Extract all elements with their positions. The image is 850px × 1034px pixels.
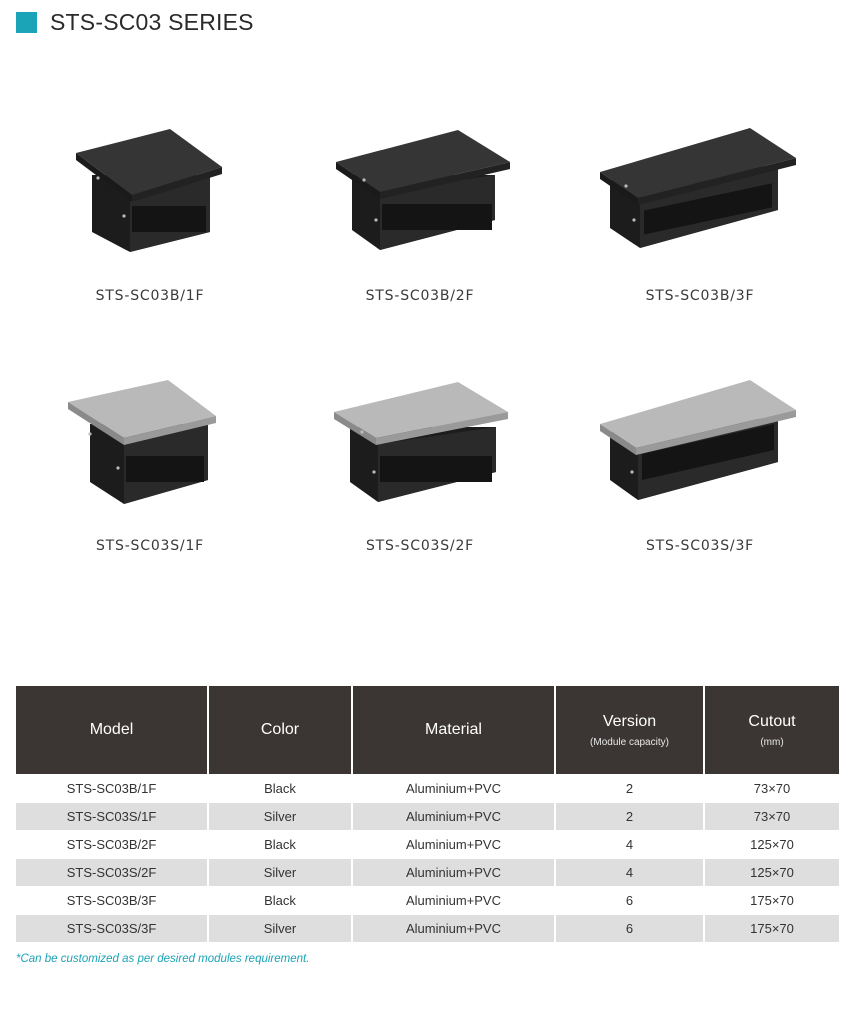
cell-version: 6 — [555, 915, 704, 943]
cell-color: Black — [208, 831, 352, 859]
cell-cutout: 73×70 — [704, 775, 839, 803]
product-card — [590, 372, 810, 562]
cell-material: Aluminium+PVC — [352, 887, 555, 915]
product-card — [590, 120, 810, 310]
product-card — [40, 120, 260, 310]
cell-material: Aluminium+PVC — [352, 831, 555, 859]
cell-material: Aluminium+PVC — [352, 915, 555, 943]
cell-cutout: 73×70 — [704, 803, 839, 831]
cell-version: 4 — [555, 831, 704, 859]
table-row — [16, 859, 839, 887]
cell-model: STS-SC03B/1F — [16, 775, 208, 803]
product-label: STS-SC03S/1F — [95, 538, 205, 554]
cell-color: Silver — [208, 915, 352, 943]
header-label: Material — [425, 721, 482, 738]
product-image-3f-silver — [590, 372, 810, 512]
product-image-2f-black — [310, 120, 530, 260]
table-row — [16, 775, 839, 803]
product-card — [310, 120, 530, 310]
header-label: Version — [602, 712, 657, 730]
column-header-cutout — [704, 686, 839, 775]
table-row — [16, 803, 839, 831]
header-label: Color — [260, 721, 300, 738]
cell-color: Black — [208, 887, 352, 915]
column-header-color — [208, 686, 352, 775]
page-header — [16, 9, 254, 35]
page-title: STS-SC03 SERIES — [50, 8, 254, 35]
table-row — [16, 831, 839, 859]
cell-cutout: 125×70 — [704, 859, 839, 887]
cell-version: 2 — [555, 775, 704, 803]
cell-cutout: 175×70 — [704, 915, 839, 943]
cell-version: 6 — [555, 887, 704, 915]
column-header-version — [555, 686, 704, 775]
column-header-material — [352, 686, 555, 775]
cell-color: Silver — [208, 859, 352, 887]
product-image-2f-silver — [310, 372, 530, 512]
accent-square-icon — [16, 12, 37, 33]
product-image-1f-black — [40, 120, 260, 260]
customization-note: *Can be customized as per desired modules requirement. — [16, 953, 310, 965]
cell-version: 4 — [555, 859, 704, 887]
column-header-model — [16, 686, 208, 775]
product-label: STS-SC03B/2F — [365, 288, 475, 304]
product-card — [40, 372, 260, 562]
cell-color: Silver — [208, 803, 352, 831]
cell-version: 2 — [555, 803, 704, 831]
header-label: Model — [89, 721, 134, 738]
product-card — [310, 372, 530, 562]
product-image-1f-silver — [40, 372, 260, 512]
product-label: STS-SC03S/2F — [365, 538, 475, 554]
cell-material: Aluminium+PVC — [352, 859, 555, 887]
product-image-3f-black — [590, 120, 810, 260]
header-label: Cutout — [748, 712, 796, 730]
cell-material: Aluminium+PVC — [352, 775, 555, 803]
cell-model: STS-SC03B/2F — [16, 831, 208, 859]
header-sublabel: (Module capacity) — [590, 736, 669, 748]
cell-model: STS-SC03S/2F — [16, 859, 208, 887]
cell-material: Aluminium+PVC — [352, 803, 555, 831]
product-label: STS-SC03B/3F — [645, 288, 755, 304]
spec-table — [16, 686, 839, 942]
table-row — [16, 887, 839, 915]
cell-model: STS-SC03S/3F — [16, 915, 208, 943]
product-label: STS-SC03S/3F — [645, 538, 755, 554]
header-sublabel: (mm) — [760, 736, 784, 748]
cell-cutout: 125×70 — [704, 831, 839, 859]
cell-cutout: 175×70 — [704, 887, 839, 915]
cell-color: Black — [208, 775, 352, 803]
cell-model: STS-SC03S/1F — [16, 803, 208, 831]
table-header-row — [16, 686, 839, 775]
product-label: STS-SC03B/1F — [95, 288, 205, 304]
table-row — [16, 915, 839, 943]
cell-model: STS-SC03B/3F — [16, 887, 208, 915]
